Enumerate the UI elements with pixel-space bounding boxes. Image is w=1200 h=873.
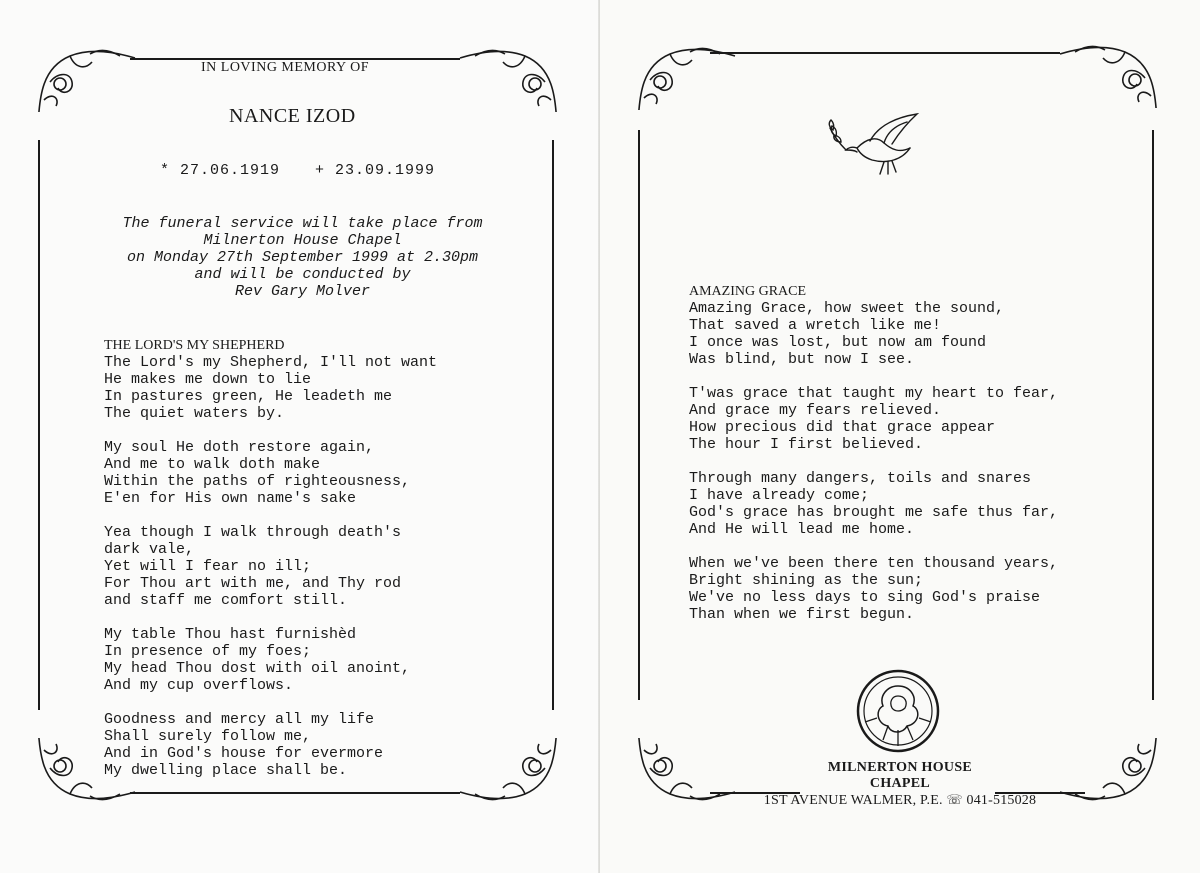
hymn-line: T'was grace that taught my heart to fear, <box>689 385 1059 402</box>
hymn-line: Than when we first begun. <box>689 606 915 623</box>
chapel-phone: 041-515028 <box>966 793 1037 808</box>
hymn-line: and staff me comfort still. <box>104 592 348 609</box>
hymn-line: That saved a wretch like me! <box>689 317 942 334</box>
chapel-address: 1ST AVENUE WALMER, P.E. <box>763 793 943 808</box>
hymn-line: I have already come; <box>689 487 870 504</box>
service-line: on Monday 27th September 1999 at 2.30pm <box>126 249 479 266</box>
hymn-line: Goodness and mercy all my life <box>104 711 375 728</box>
hymn-line: When we've been there ten thousand years, <box>689 555 1059 572</box>
stanza <box>689 300 1058 368</box>
service-line: Milnerton House Chapel <box>203 232 402 249</box>
hymn-line: And me to walk doth make <box>104 456 321 473</box>
hymn-line: In pastures green, He leadeth me <box>104 388 393 405</box>
chapel-address-row <box>720 792 1080 809</box>
left-border-right <box>552 140 554 710</box>
ornament-corner-icon <box>30 42 140 112</box>
right-page <box>600 0 1200 873</box>
hymn-line: Through many dangers, toils and snares <box>689 470 1032 487</box>
dove-icon <box>822 108 927 180</box>
hymn-line: In presence of my foes; <box>104 643 312 660</box>
hymn-line: The hour I first believed. <box>689 436 924 453</box>
hymn-line: dark vale, <box>104 541 195 558</box>
hymn-line: My dwelling place shall be. <box>104 762 348 779</box>
hymn-line: For Thou art with me, and Thy rod <box>104 575 402 592</box>
hymn-line: Was blind, but now I see. <box>689 351 915 368</box>
hymn-line: And in God's house for evermore <box>104 745 384 762</box>
hymn-line: He makes me down to lie <box>104 371 312 388</box>
stanza <box>104 626 437 694</box>
hymn-lords-shepherd <box>104 338 437 779</box>
birth-date: * 27.06.1919 <box>160 162 281 179</box>
hymn-line: The quiet waters by. <box>104 405 285 422</box>
stanza <box>689 385 1058 453</box>
stanza <box>104 354 437 422</box>
deceased-name: NANCE IZOD <box>229 105 356 127</box>
memory-heading: IN LOVING MEMORY OF <box>201 60 370 75</box>
hymn-line: And grace my fears relieved. <box>689 402 942 419</box>
left-border-bottom <box>130 792 460 794</box>
service-line: Rev Gary Molver <box>234 283 371 300</box>
hymn-line: How precious did that grace appear <box>689 419 996 436</box>
ornament-corner-icon <box>455 738 565 808</box>
chapel-label: CHAPEL <box>869 776 931 791</box>
hymn-line: The Lord's my Shepherd, I'll not want <box>104 354 438 371</box>
service-line: The funeral service will take place from <box>122 215 483 232</box>
hymn-line: I once was lost, but now am found <box>689 334 987 351</box>
hymn-line: E'en for His own name's sake <box>104 490 357 507</box>
hymn-line: And my cup overflows. <box>104 677 294 694</box>
right-border-right <box>1152 130 1154 700</box>
hymn-line: Amazing Grace, how sweet the sound, <box>689 300 1005 317</box>
hymn-title: AMAZING GRACE <box>689 284 807 299</box>
hymn-line: My table Thou hast furnishèd <box>104 626 357 643</box>
rose-window-logo <box>855 668 941 754</box>
right-border-top <box>710 52 1060 54</box>
hymn-line: Yet will I fear no ill; <box>104 558 312 575</box>
hymn-line: Yea though I walk through death's <box>104 524 402 541</box>
hymn-line: Within the paths of righteousness, <box>104 473 411 490</box>
hymn-line: God's grace has brought me safe thus far, <box>689 504 1059 521</box>
stanza <box>689 470 1058 538</box>
hymn-title: THE LORD'S MY SHEPHERD <box>104 338 285 353</box>
ornament-corner-icon <box>1055 38 1165 108</box>
hymn-line: My soul He doth restore again, <box>104 439 375 456</box>
telephone-icon: ☏ <box>946 792 963 807</box>
death-date: + 23.09.1999 <box>315 162 436 179</box>
stanza <box>104 524 437 609</box>
hymn-line: We've no less days to sing God's praise <box>689 589 1041 606</box>
hymn-line: Shall surely follow me, <box>104 728 312 745</box>
service-line: and will be conducted by <box>194 266 411 283</box>
hymn-line: Bright shining as the sun; <box>689 572 924 589</box>
hymn-line: And He will lead me home. <box>689 521 915 538</box>
stanza <box>104 711 437 779</box>
right-border-left <box>638 130 640 700</box>
service-details <box>80 215 525 300</box>
ornament-corner-icon <box>630 40 740 110</box>
stanza <box>104 439 437 507</box>
stanza <box>689 555 1058 623</box>
chapel-footer <box>720 760 1080 809</box>
hymn-line: My head Thou dost with oil anoint, <box>104 660 411 677</box>
hymn-amazing-grace <box>689 284 1058 623</box>
ornament-corner-icon <box>455 42 565 112</box>
chapel-name: MILNERTON HOUSE <box>827 760 973 775</box>
left-border-left <box>38 140 40 710</box>
